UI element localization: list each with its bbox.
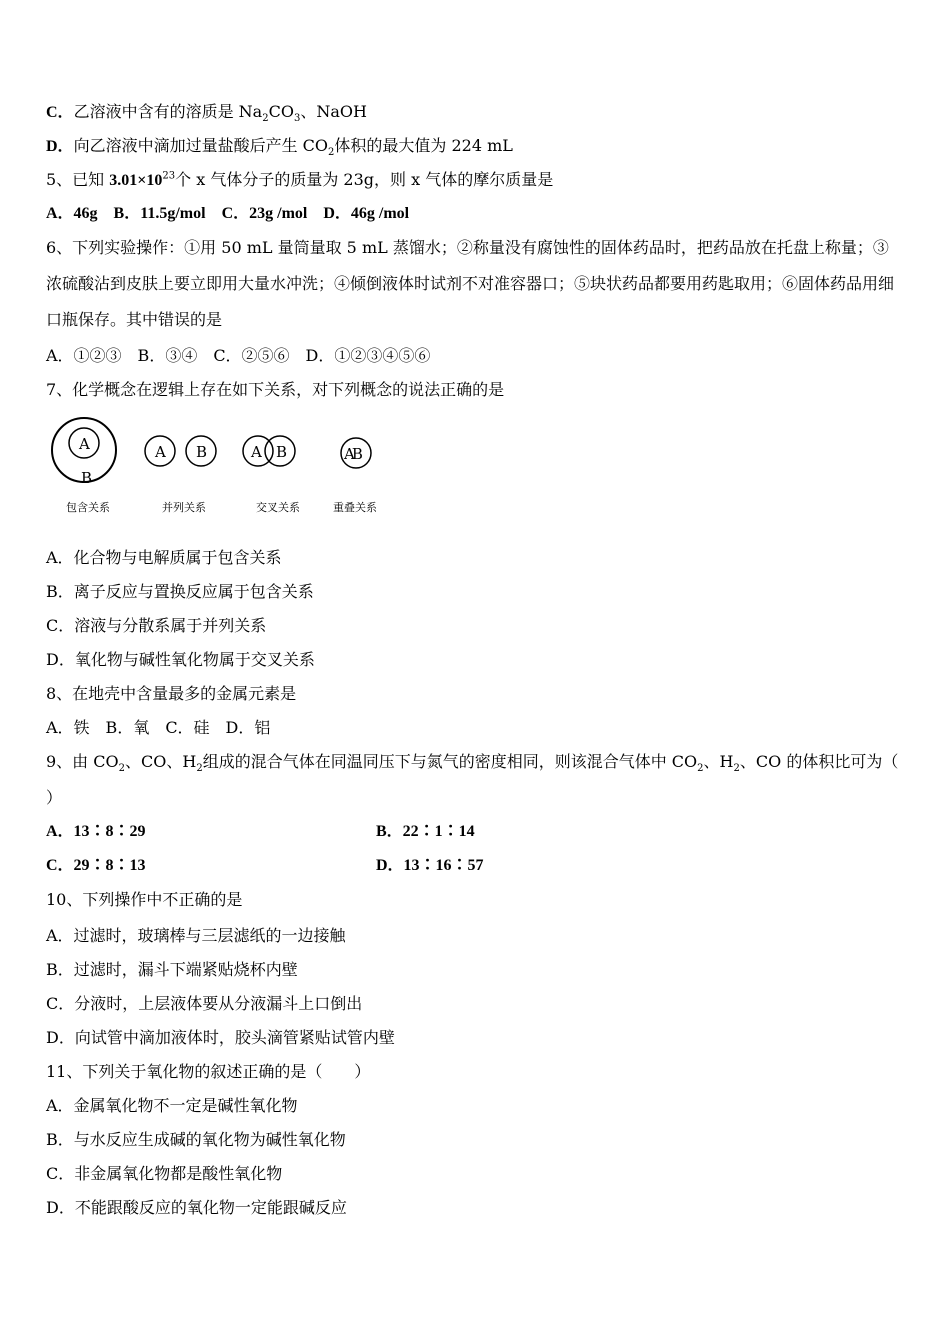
overlap-letters: AB	[344, 445, 360, 463]
q10-option-a: A．过滤时，玻璃棒与三层滤纸的一边接触	[46, 926, 346, 945]
inclusion-letter-a: A	[79, 435, 90, 453]
q7-option-c: C．溶液与分散系属于并列关系	[46, 616, 267, 635]
q9-option-d: D．13∶16∶57	[376, 857, 484, 874]
q6-stem: 6、下列实验操作：①用 50 mL 量筒量取 5 mL 蒸馏水；②称量没有腐蚀性的固体药品时，把药品放在托盘上称量；③浓硫酸沾到皮肤上要立即用大量水冲洗；④倾倒液体时试剂不对准容器口；⑤块状药品都要用药匙取用；⑥固体药品用细口瓶保存。其中错误的是	[46, 238, 895, 329]
q10-option-b: B．过滤时，漏斗下端紧贴烧杯内壁	[46, 960, 298, 979]
caption-parallel: 并列关系	[162, 501, 206, 514]
concept-relation-diagram	[44, 408, 404, 523]
q8-stem: 8、在地壳中含量最多的金属元素是	[46, 684, 297, 703]
caption-intersection: 交叉关系	[256, 501, 300, 514]
intersection-letter-b: B	[276, 443, 288, 461]
q11-option-b: B．与水反应生成碱的氧化物为碱性氧化物	[46, 1130, 346, 1149]
q10-stem: 10、下列操作中不正确的是	[46, 890, 243, 909]
inclusion-letter-b: B	[81, 469, 93, 487]
q11-option-d: D．不能跟酸反应的氧化物一定能跟碱反应	[46, 1198, 347, 1217]
q9-stem: 9、由 $CO_2$、CO、$H_2$组成的混合气体在同温同压下与氮气的密度相同，则该混合气体中 $CO_2$、$H_2$、CO 的体积比可为（	[46, 752, 899, 775]
q8-options: A．铁 B．氧 C．硅 D．铝	[46, 718, 271, 737]
q4-option-d: D．向乙溶液中滴加过量盐酸后产生 $CO_2$体积的最大值为 224 mL	[46, 136, 513, 159]
q11-option-a: A．金属氧化物不一定是碱性氧化物	[46, 1096, 298, 1115]
q7-option-b: B．离子反应与置换反应属于包含关系	[46, 582, 314, 601]
q10-option-d: D．向试管中滴加液体时，胶头滴管紧贴试管内壁	[46, 1028, 395, 1047]
q5-options: A．46g B．11.5g/mol C．23g /mol D．46g /mol	[46, 205, 410, 222]
q7-stem: 7、化学概念在逻辑上存在如下关系，对下列概念的说法正确的是	[46, 380, 505, 399]
q4-option-d-label: D．	[46, 138, 74, 155]
q7-option-a: A．化合物与电解质属于包含关系	[46, 548, 282, 567]
q4-option-c-label: C．	[46, 104, 74, 121]
caption-inclusion: 包含关系	[66, 501, 110, 514]
q4-option-c: C．乙溶液中含有的溶质是 $Na_2CO_3$、NaOH	[46, 102, 367, 125]
q5-stem: 5、已知 $3.01\times 10^{23}$个 x 气体分子的质量为 23g，则 x 气体的摩尔质量是	[46, 170, 554, 189]
q9-option-a: A．13∶8∶29	[46, 823, 146, 840]
q9-option-b: B．22∶1∶14	[376, 823, 475, 840]
intersection-letter-a: A	[251, 443, 262, 461]
parallel-letter-b: B	[196, 443, 208, 461]
q11-stem: 11、下列关于氧化物的叙述正确的是（ ）	[46, 1062, 371, 1081]
parallel-letter-a: A	[155, 443, 166, 461]
q9-option-c: C．29∶8∶13	[46, 857, 146, 874]
q7-option-d: D．氧化物与碱性氧化物属于交叉关系	[46, 650, 315, 669]
q9-stem-cont: ）	[46, 788, 63, 807]
q10-option-c: C．分液时，上层液体要从分液漏斗上口倒出	[46, 994, 363, 1013]
caption-overlap: 重叠关系	[333, 501, 377, 514]
q6-options: A．①②③ B．③④ C．②⑤⑥ D．①②③④⑤⑥	[46, 346, 431, 365]
q11-option-c: C．非金属氧化物都是酸性氧化物	[46, 1164, 283, 1183]
